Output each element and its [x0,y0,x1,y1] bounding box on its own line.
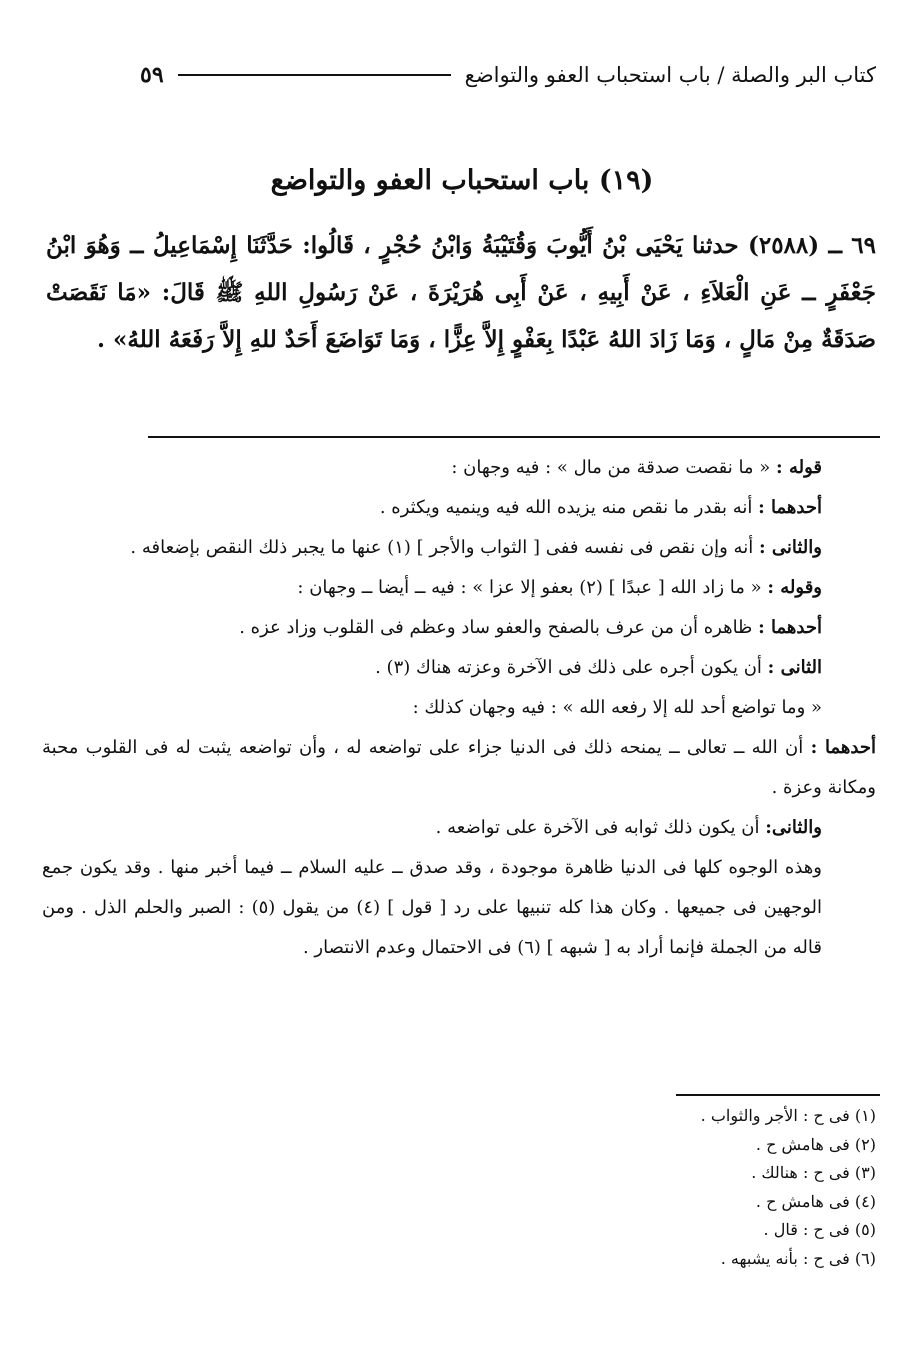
paragraph-lead: والثانى : [758,537,822,558]
paragraph-lead: وقوله : [767,577,822,598]
footnotes-divider [676,1094,880,1096]
commentary-paragraph [42,808,876,848]
footnote: (٣) فى ح : هنالك . [751,1163,876,1182]
paragraph-text: أنه بقدر ما نقص منه يزيده الله فيه وينميه ويكثره . [379,497,753,518]
running-header [140,58,876,92]
commentary-paragraph [42,528,876,568]
paragraph-text: ظاهره أن من عرف بالصفح والعفو ساد وعظم فى القلوب وزاد عزه . [239,617,753,638]
commentary-paragraph [42,728,876,808]
header-rule [178,74,451,76]
hadith-text: ٦٩ ــ (٢٥٨٨) حدثنا يَحْيَى بْنُ أَيُّوبَ وَقُتَيْبَةُ وَابْنُ حُجْرٍ ، قَالُوا: حَدَّثَنَا إِسْمَاعِيلُ ــ وَهُوَ ابْنُ جَعْفَرٍ ــ عَنِ الْعَلاَءِ ، عَنْ أَبِيهِ ، عَنْ أَبِى هُرَيْرَةَ ، عَنْ رَسُولِ اللهِ ﷺ قَالَ: «مَا نَقَصَتْ صَدَقَةٌ مِنْ مَالٍ ، وَمَا زَادَ اللهُ عَبْدًا بِعَفْوٍ إِلاَّ عِزًّا ، وَمَا تَوَاضَعَ أَحَدٌ للهِ إِلاَّ رَفَعَهُ اللهُ» . [46,232,876,353]
footnote: (٥) فى ح : قال . [763,1220,876,1239]
running-title: كتاب البر والصلة / باب استحباب العفو والتواضع [464,63,876,87]
paragraph-text: أن يكون ذلك ثوابه فى الآخرة على تواضعه . [435,817,760,838]
chapter-title: (١٩) باب استحباب العفو والتواضع [270,165,654,196]
paragraph-lead: الثانى : [767,657,822,678]
footnotes [456,1102,876,1273]
paragraph-text: أنه وإن نقص فى نفسه ففى [ الثواب والأجر ] (١) عنها ما يجبر ذلك النقص بإضعافه . [130,537,754,558]
paragraph-lead: أحدهما : [758,497,822,518]
paragraph-text: أن الله ــ تعالى ــ يمنحه ذلك فى الدنيا جزاء على تواضعه له ، وأن تواضعه يثبت له فى القلوب محبة ومكانة وعزة . [42,737,876,798]
paragraph-text: « ما زاد الله [ عبدًا ] (٢) بعفو إلا عزا » : فيه ــ أيضا ــ وجهان : [297,577,762,598]
paragraph-text: « ما نقصت صدقة من مال » : فيه وجهان : [451,457,771,478]
commentary-paragraph [42,608,876,648]
paragraph-lead: أحدهما : [810,737,876,758]
commentary-paragraph [42,568,876,608]
paragraph-text: « وما تواضع أحد لله إلا رفعه الله » : فيه وجهان كذلك : [412,697,822,718]
footnote: (٦) فى ح : بأنه يشبهه . [720,1248,876,1268]
commentary [42,448,876,968]
paragraph-text: وهذه الوجوه كلها فى الدنيا ظاهرة موجودة ، وقد صدق ــ عليه السلام ــ فيما أخبر منها . وقد يكون جمع الوجهين فى جميعها . وكان هذا كله تنبيها على رد [ قول ] (٤) من يقول (٥) : الصبر والحلم الذل . ومن قاله من الجملة فإنما أراد به [ شبهه ] (٦) فى الاحتمال وعدم الانتصار . [42,857,822,958]
page-number: ٥٩ [140,62,164,88]
commentary-paragraph [42,848,876,968]
paragraph-lead: قوله : [776,457,822,478]
commentary-paragraph [42,688,876,728]
footnote: (٢) فى هامش ح . [755,1134,876,1154]
footnote: (٤) فى هامش ح . [755,1191,876,1211]
paragraph-text: أن يكون أجره على ذلك فى الآخرة وعزته هناك (٣) . [375,657,762,678]
commentary-divider [148,436,880,438]
paragraph-lead: والثانى: [765,817,822,838]
footnote: (١) فى ح : الأجر والثواب . [700,1106,876,1125]
commentary-paragraph [42,448,876,488]
commentary-paragraph [42,648,876,688]
commentary-paragraph [42,488,876,528]
paragraph-lead: أحدهما : [758,617,822,638]
